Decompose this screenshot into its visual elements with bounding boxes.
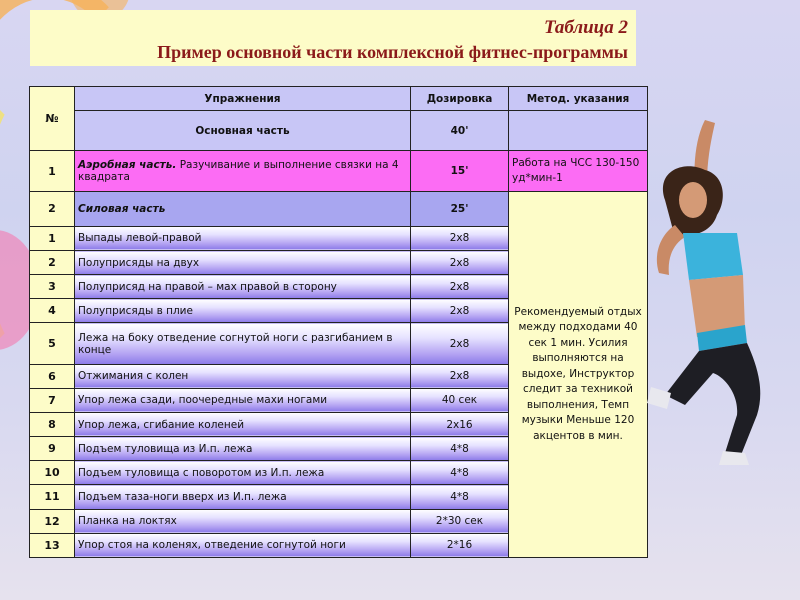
row-exercise: Полуприсяд на правой – мах правой в сторону [75, 275, 411, 299]
row-dose: 40 сек [411, 388, 509, 412]
row-dose: 2х8 [411, 323, 509, 364]
row-num: 8 [30, 412, 75, 436]
header-row [30, 87, 648, 111]
row-exercise: Планка на локтях [75, 509, 411, 533]
fitness-program-table [29, 86, 648, 558]
row-dose: 4*8 [411, 437, 509, 461]
row-exercise: Упор лежа, сгибание коленей [75, 412, 411, 436]
aerobic-method: Работа на ЧСС 130-150 уд*мин-1 [509, 151, 648, 191]
strength-method: Рекомендуемый отдых между подходами 40 сек 1 мин. Усилия выполняются на выдохе, Инструктор следит за техникой выполнения, Темп музыки Меньше 120 акцентов в мин. [509, 191, 648, 557]
row-dose: 2*16 [411, 533, 509, 557]
row-dose: 2х8 [411, 226, 509, 250]
aerobic-dose: 15' [411, 151, 509, 191]
strength-num: 2 [30, 191, 75, 226]
header-method: Метод. указания [509, 87, 648, 111]
row-num: 11 [30, 485, 75, 509]
row-exercise: Выпады левой-правой [75, 226, 411, 250]
row-num: 13 [30, 533, 75, 557]
strength-row [30, 191, 648, 226]
row-num: 12 [30, 509, 75, 533]
row-exercise: Подъем туловища из И.п. лежа [75, 437, 411, 461]
strength-label [75, 191, 411, 226]
aerobic-row [30, 151, 648, 191]
row-num: 5 [30, 323, 75, 364]
row-num: 7 [30, 388, 75, 412]
row-dose: 2х8 [411, 251, 509, 275]
row-exercise: Лежа на боку отведение согнутой ноги с разгибанием в конце [75, 323, 411, 364]
aerobic-num: 1 [30, 151, 75, 191]
main-part-method-empty [509, 111, 648, 151]
row-exercise: Подъем туловища с поворотом из И.п. лежа [75, 461, 411, 485]
row-exercise: Упор стоя на коленях, отведение согнутой ноги [75, 533, 411, 557]
title-banner [30, 10, 636, 66]
row-dose: 2х8 [411, 275, 509, 299]
header-dosage: Дозировка [411, 87, 509, 111]
aerobic-label-bold: Аэробная часть. [78, 159, 177, 172]
row-num: 10 [30, 461, 75, 485]
row-exercise: Полуприсяды в плие [75, 299, 411, 323]
strength-label-text: Силовая часть [78, 202, 166, 215]
row-exercise: Упор лежа сзади, поочередные махи ногами [75, 388, 411, 412]
row-exercise: Отжимания с колен [75, 364, 411, 388]
main-part-label: Основная часть [75, 111, 411, 151]
table-caption: Таблица 2 [543, 17, 628, 38]
row-exercise: Подъем таза-ноги вверх из И.п. лежа [75, 485, 411, 509]
main-part-dose: 40' [411, 111, 509, 151]
header-exercises: Упражнения [75, 87, 411, 111]
aerobic-label-rest: Разучивание и выполнение связки на 4 квадрата [78, 159, 399, 184]
header-num: № [30, 87, 75, 151]
row-exercise: Полуприсяды на двух [75, 251, 411, 275]
strength-dose: 25' [411, 191, 509, 226]
row-num: 1 [30, 226, 75, 250]
row-num: 3 [30, 275, 75, 299]
row-num: 6 [30, 364, 75, 388]
row-dose: 4*8 [411, 485, 509, 509]
row-num: 2 [30, 251, 75, 275]
main-part-row [30, 111, 648, 151]
aerobic-label [75, 151, 411, 191]
row-dose: 2*30 сек [411, 509, 509, 533]
row-num: 4 [30, 299, 75, 323]
jumping-woman-photo [645, 115, 800, 465]
row-num: 9 [30, 437, 75, 461]
row-dose: 4*8 [411, 461, 509, 485]
row-dose: 2х16 [411, 412, 509, 436]
row-dose: 2х8 [411, 299, 509, 323]
table-subtitle: Пример основной части комплексной фитнес-программы [157, 42, 628, 62]
row-dose: 2х8 [411, 364, 509, 388]
